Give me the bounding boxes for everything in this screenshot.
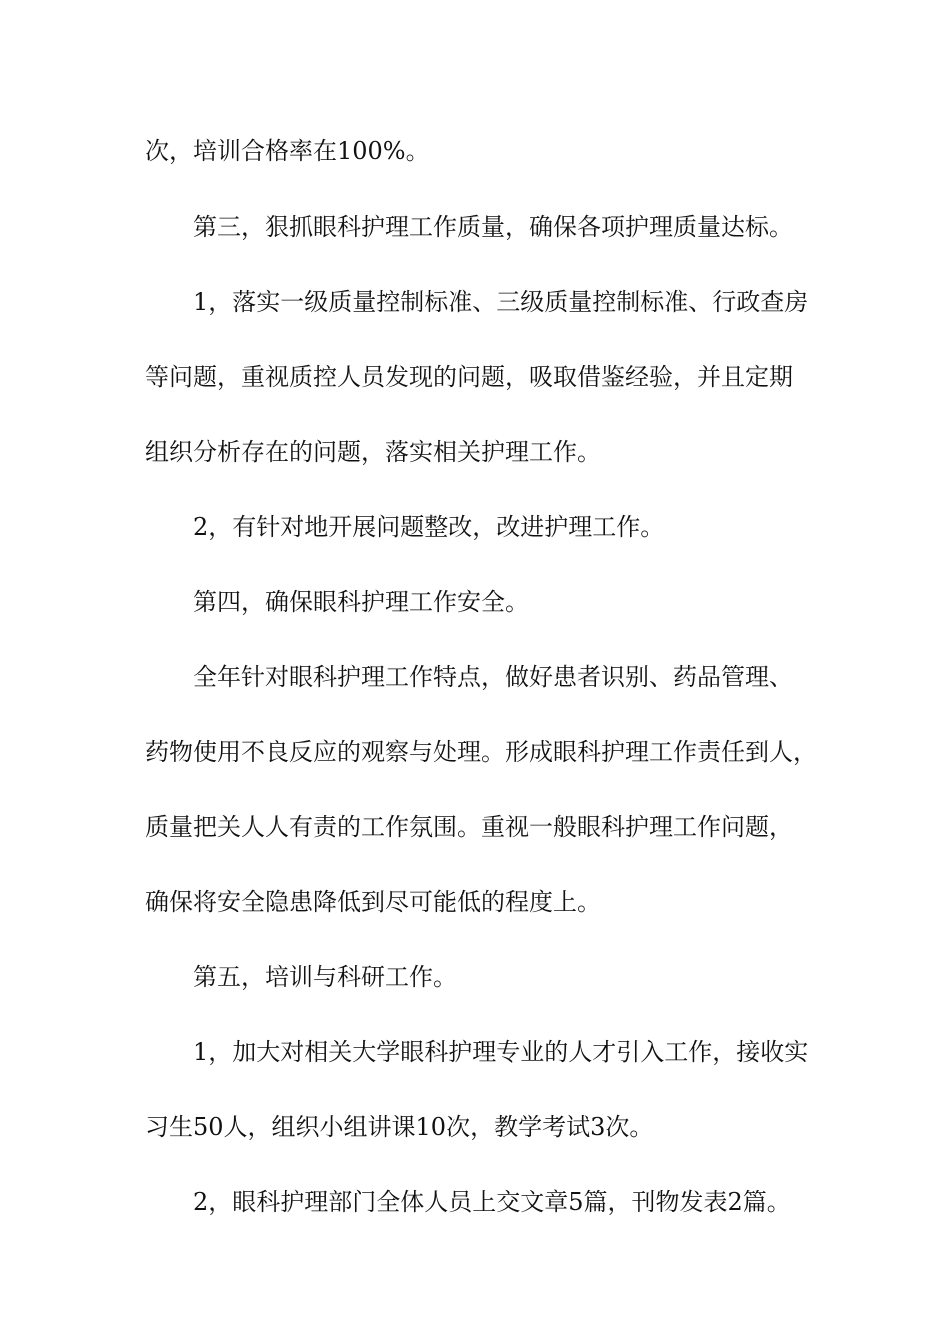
text-line-11: 确保将安全隐患降低到尽可能低的程度上。 (145, 888, 601, 916)
section-heading-3: 第三，狠抓眼科护理工作质量，确保各项护理质量达标。 (193, 213, 793, 241)
text-line-4: 等问题，重视质控人员发现的问题，吸取借鉴经验，并且定期 (145, 363, 793, 391)
text-line-8: 全年针对眼科护理工作特点，做好患者识别、药品管理、 (193, 663, 793, 691)
text-line-14: 习生50人，组织小组讲课10次，教学考试3次。 (145, 1113, 654, 1141)
text-line-5: 组织分析存在的问题，落实相关护理工作。 (145, 438, 601, 466)
text-line-13: 1，加大对相关大学眼科护理专业的人才引入工作，接收实 (193, 1038, 809, 1066)
text-line-1: 次，培训合格率在100%。 (145, 137, 430, 165)
text-line-10: 质量把关人人有责的工作氛围。重视一般眼科护理工作问题， (145, 813, 793, 841)
section-heading-5: 第五，培训与科研工作。 (193, 963, 457, 991)
text-line-15: 2，眼科护理部门全体人员上交文章5篇，刊物发表2篇。 (193, 1188, 791, 1216)
text-line-9: 药物使用不良反应的观察与处理。形成眼科护理工作责任到人， (145, 738, 817, 766)
section-heading-4: 第四，确保眼科护理工作安全。 (193, 588, 529, 616)
text-line-3: 1，落实一级质量控制标准、三级质量控制标准、行政查房 (193, 288, 809, 316)
text-line-6: 2，有针对地开展问题整改，改进护理工作。 (193, 513, 665, 541)
